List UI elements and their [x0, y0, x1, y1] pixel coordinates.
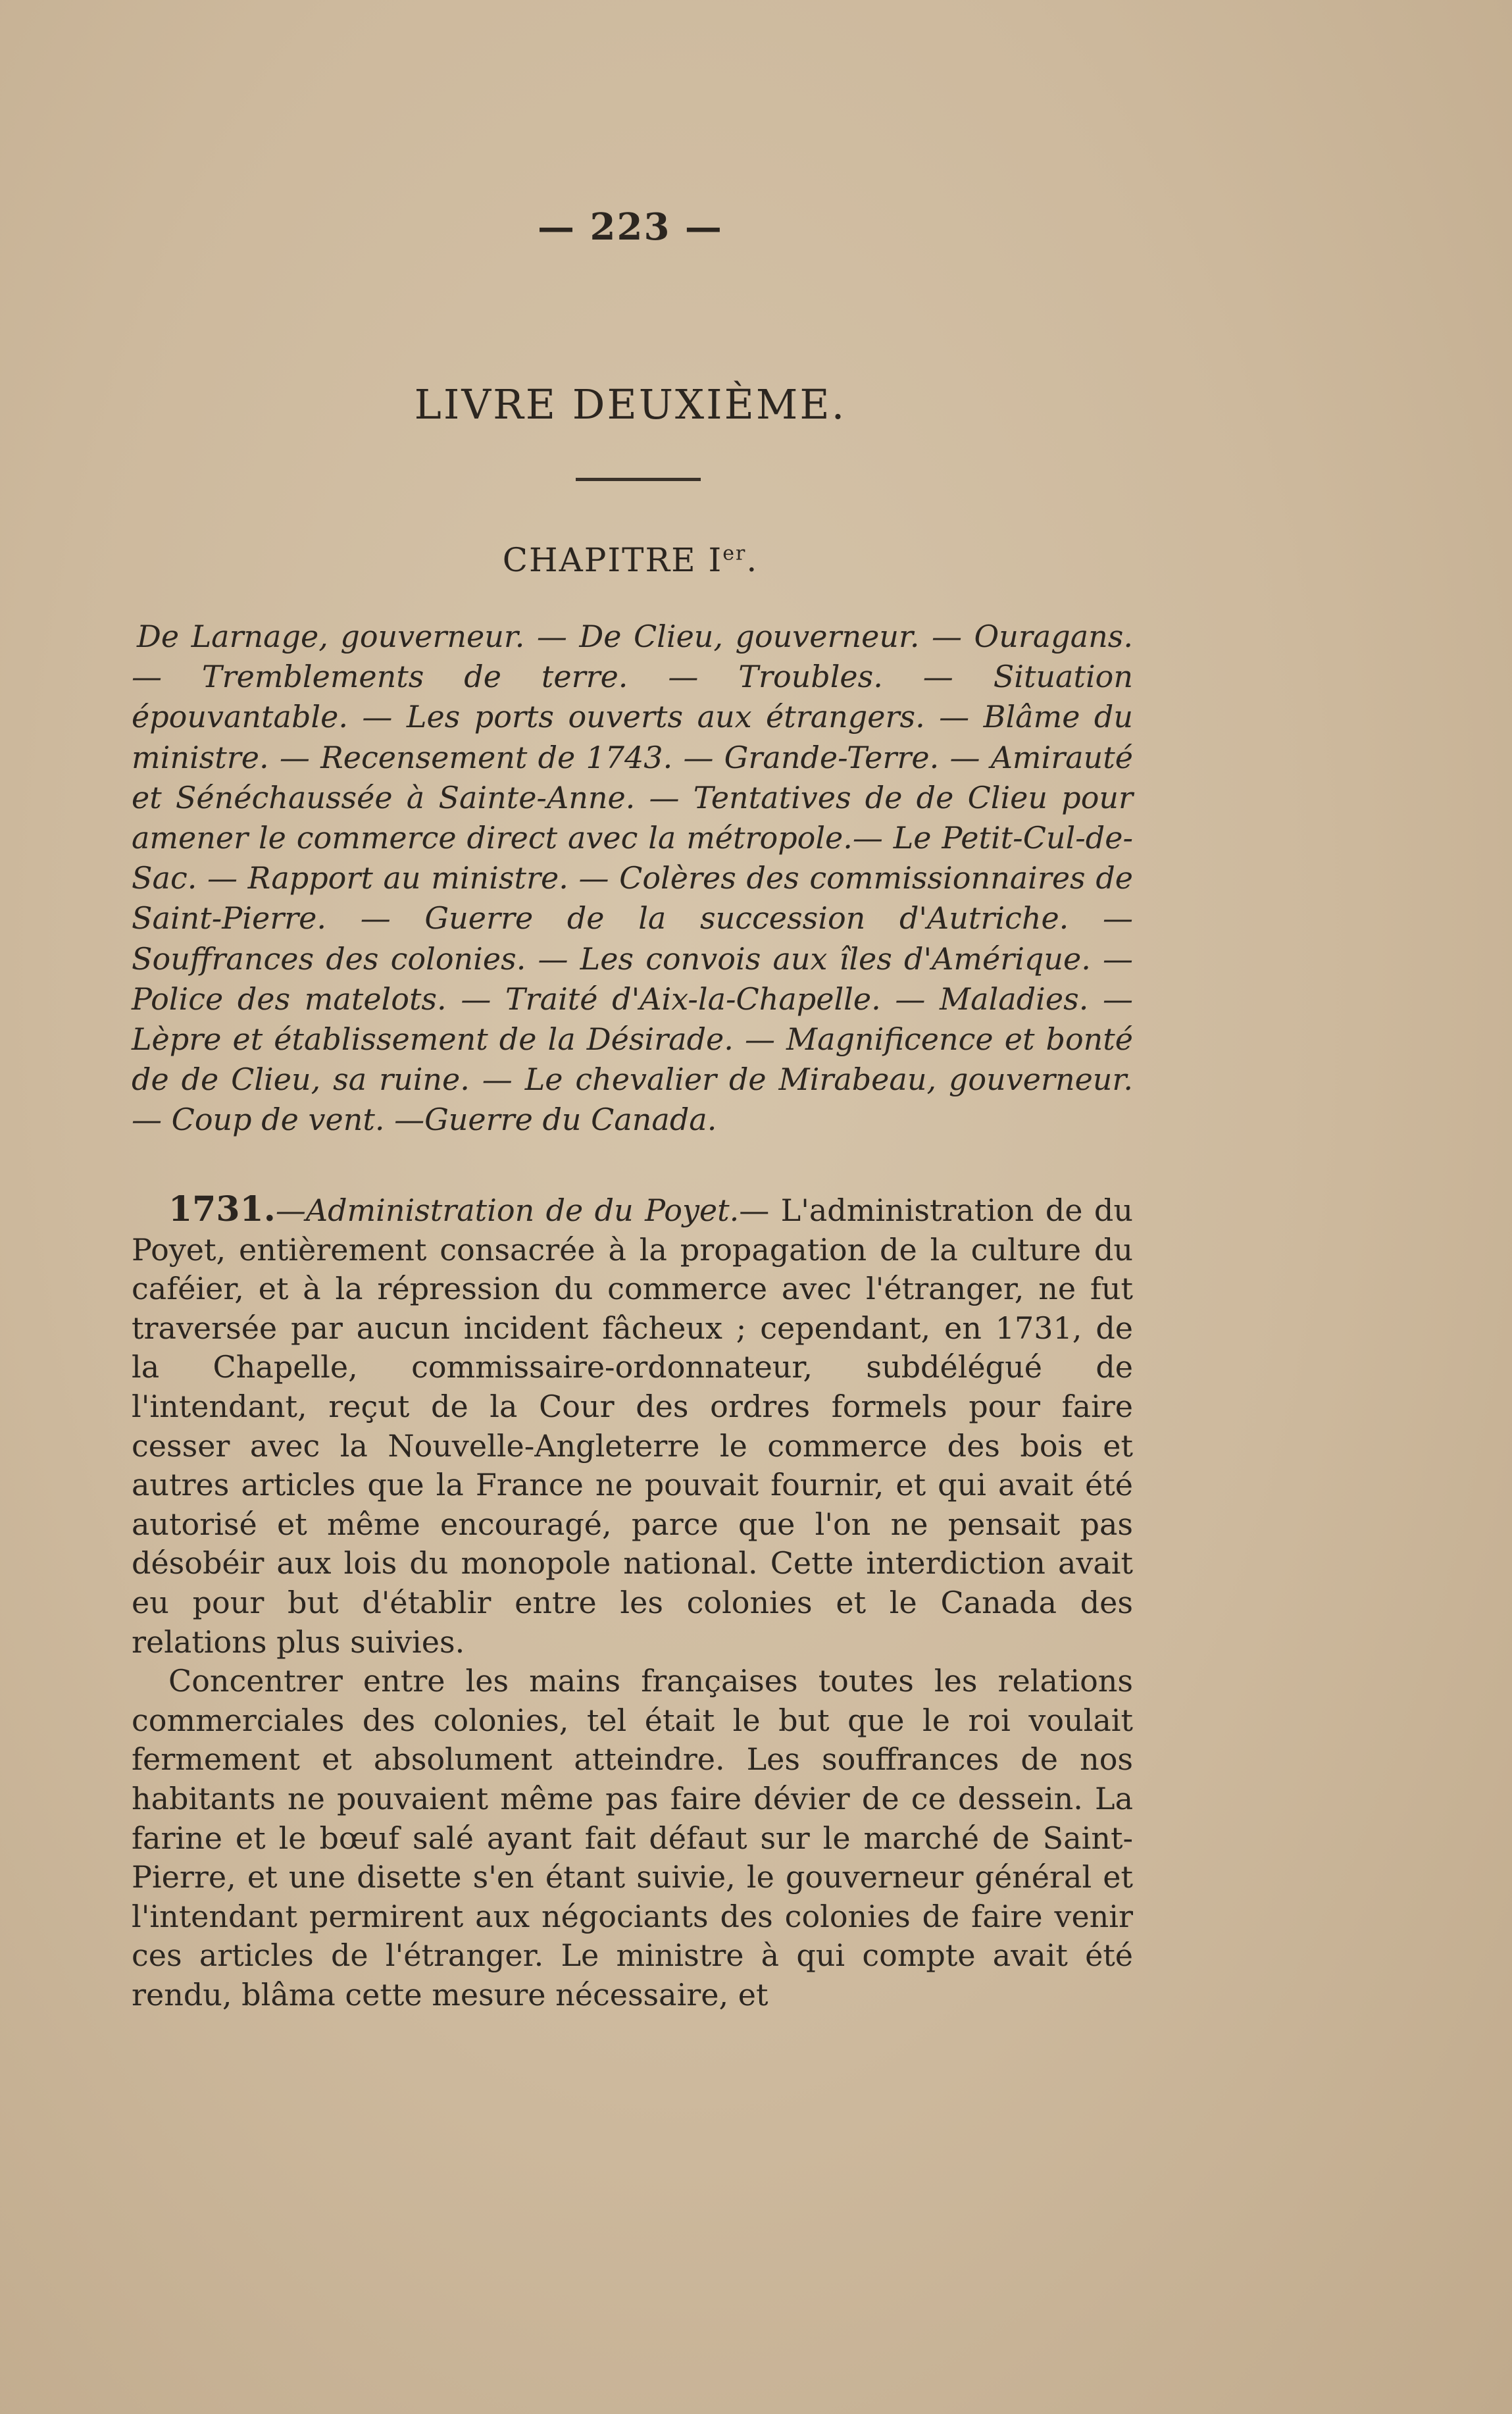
chapter-ordinal: er	[722, 542, 747, 565]
book-title: LIVRE DEUXIÈME.	[414, 380, 847, 428]
title-divider	[576, 478, 701, 481]
year-heading: 1731.	[168, 1189, 276, 1229]
body-text	[132, 1190, 1133, 2015]
section-heading: —Administration de du Poyet.	[275, 1193, 740, 1228]
chapter-title	[0, 541, 1261, 579]
chapter-end: .	[746, 541, 759, 579]
chapter-label: CHAPITRE I	[502, 541, 723, 579]
paragraph: Concentrer entre les mains françaises toutes les relations commerciales des colonies, tel était le but que le roi voulait fermement et absolument atteindre. Les souffrances de nos habitants ne pouvaient même pas faire dévier de ce dessein. La farine et le bœuf salé ayant fait défaut sur le marché de Saint-Pierre, et une disette s'en étant suivie, le gouverneur général et l'intendant permirent aux négociants des colonies de faire venir ces articles de l'étranger. Le ministre à qui compte avait été rendu, blâma cette mesure nécessaire, et	[132, 1663, 1133, 2013]
chapter-summary: De Larnage, gouverneur. — De Clieu, gouverneur. — Ouragans. — Tremblements de terre. — Troubles. — Situation épouvantable. — Les ports ouverts aux étrangers. — Blâme du ministre. — Recensement de 1743. — Grande-Terre. — Amirauté et Sénéchaussée à Sainte-Anne. — Tentatives de de Clieu pour amener le commerce direct avec la métropole.— Le Petit-Cul-de-Sac. — Rapport au ministre. — Colères des commissionnaires de Saint-Pierre. — Guerre de la succession d'Autriche. — Souffrances des colonies. — Les convois aux îles d'Amérique. — Police des matelots. — Traité d'Aix-la-Chapelle. — Maladies. — Lèpre et établissement de la Désirade. — Magnificence et bonté de de Clieu, sa ruine. — Le chevalier de Mirabeau, gouverneur. — Coup de vent. —Guerre du Canada.	[132, 619, 1133, 1138]
paragraph-text: — L'administration de du Poyet, entièrement consacrée à la propagation de la culture du caféier, et à la répression du commerce avec l'étranger, ne fut traversée par aucun incident fâcheux ; cependant, en 1731, de la Chapelle, commissaire-ordonnateur, subdélégué de l'intendant, reçut de la Cour des ordres formels pour faire cesser avec la Nouvelle-Angleterre le commerce des bois et autres articles que la France ne pouvait fournir, et qui avait été autorisé et même encouragé, parce que l'on ne pensait pas désobéir aux lois du monopole national. Cette interdiction avait eu pour but d'établir entre les colonies et le Canada des relations plus suivies.	[132, 1193, 1133, 1660]
page-number: — 223 —	[538, 205, 723, 249]
paragraph	[132, 1190, 1133, 1662]
